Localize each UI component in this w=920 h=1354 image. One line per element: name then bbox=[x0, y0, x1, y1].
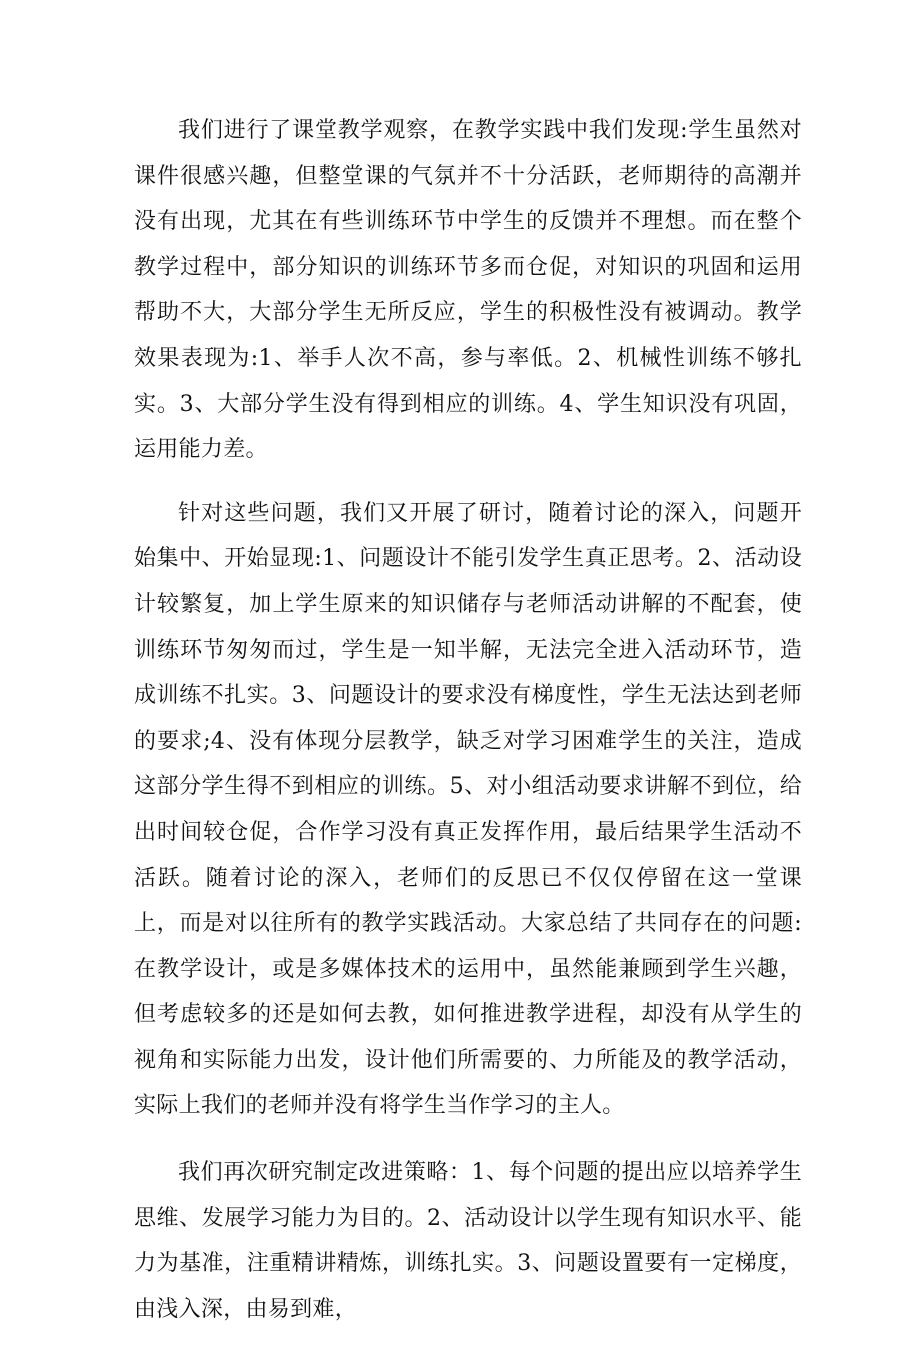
paragraph-discussion: 针对这些问题，我们又开展了研讨，随着讨论的深入，问题开始集中、开始显现:1、问题设计不能引发学生真正思考。2、活动设计较繁复，加上学生原来的知识储存与老师活动讲解的不配套，使训练环节匆匆而过，学生是一知半解，无法完全进入活动环节，造成训练不扎实。3、问题设计的要求没有梯度性，学生无法达到老师的要求;4、没有体现分层教学，缺乏对学习困难学生的关注，造成这部分学生得不到相应的训练。5、对小组活动要求讲解不到位，给出时间较仓促，合作学习没有真正发挥作用，最后结果学生活动不活跃。随着讨论的深入，老师们的反思已不仅仅停留在这一堂课上，而是对以往所有的教学实践活动。大家总结了共同存在的问题:在教学设计，或是多媒体技术的运用中，虽然能兼顾到学生兴趣，但考虑较多的还是如何去教，如何推进教学进程，却没有从学生的视角和实际能力出发，设计他们所需要的、力所能及的教学活动，实际上我们的老师并没有将学生当作学习的主人。 bbox=[134, 500, 802, 1119]
paragraph-strategy: 我们再次研究制定改进策略：1、每个问题的提出应以培养学生思维、发展学习能力为目的。2、活动设计以学生现有知识水平、能力为基准，注重精讲精炼，训练扎实。3、问题设置要有一定梯度，由浅入深，由易到难， bbox=[134, 1160, 802, 1322]
document-page bbox=[134, 108, 802, 1354]
paragraph-observation: 我们进行了课堂教学观察，在教学实践中我们发现:学生虽然对课件很感兴趣，但整堂课的气氛并不十分活跃，老师期待的高潮并没有出现，尤其在有些训练环节中学生的反馈并不理想。而在整个教学过程中，部分知识的训练环节多而仓促，对知识的巩固和运用帮助不大，大部分学生无所反应，学生的积极性没有被调动。教学效果表现为:1、举手人次不高，参与率低。2、机械性训练不够扎实。3、大部分学生没有得到相应的训练。4、学生知识没有巩固，运用能力差。 bbox=[134, 118, 802, 463]
